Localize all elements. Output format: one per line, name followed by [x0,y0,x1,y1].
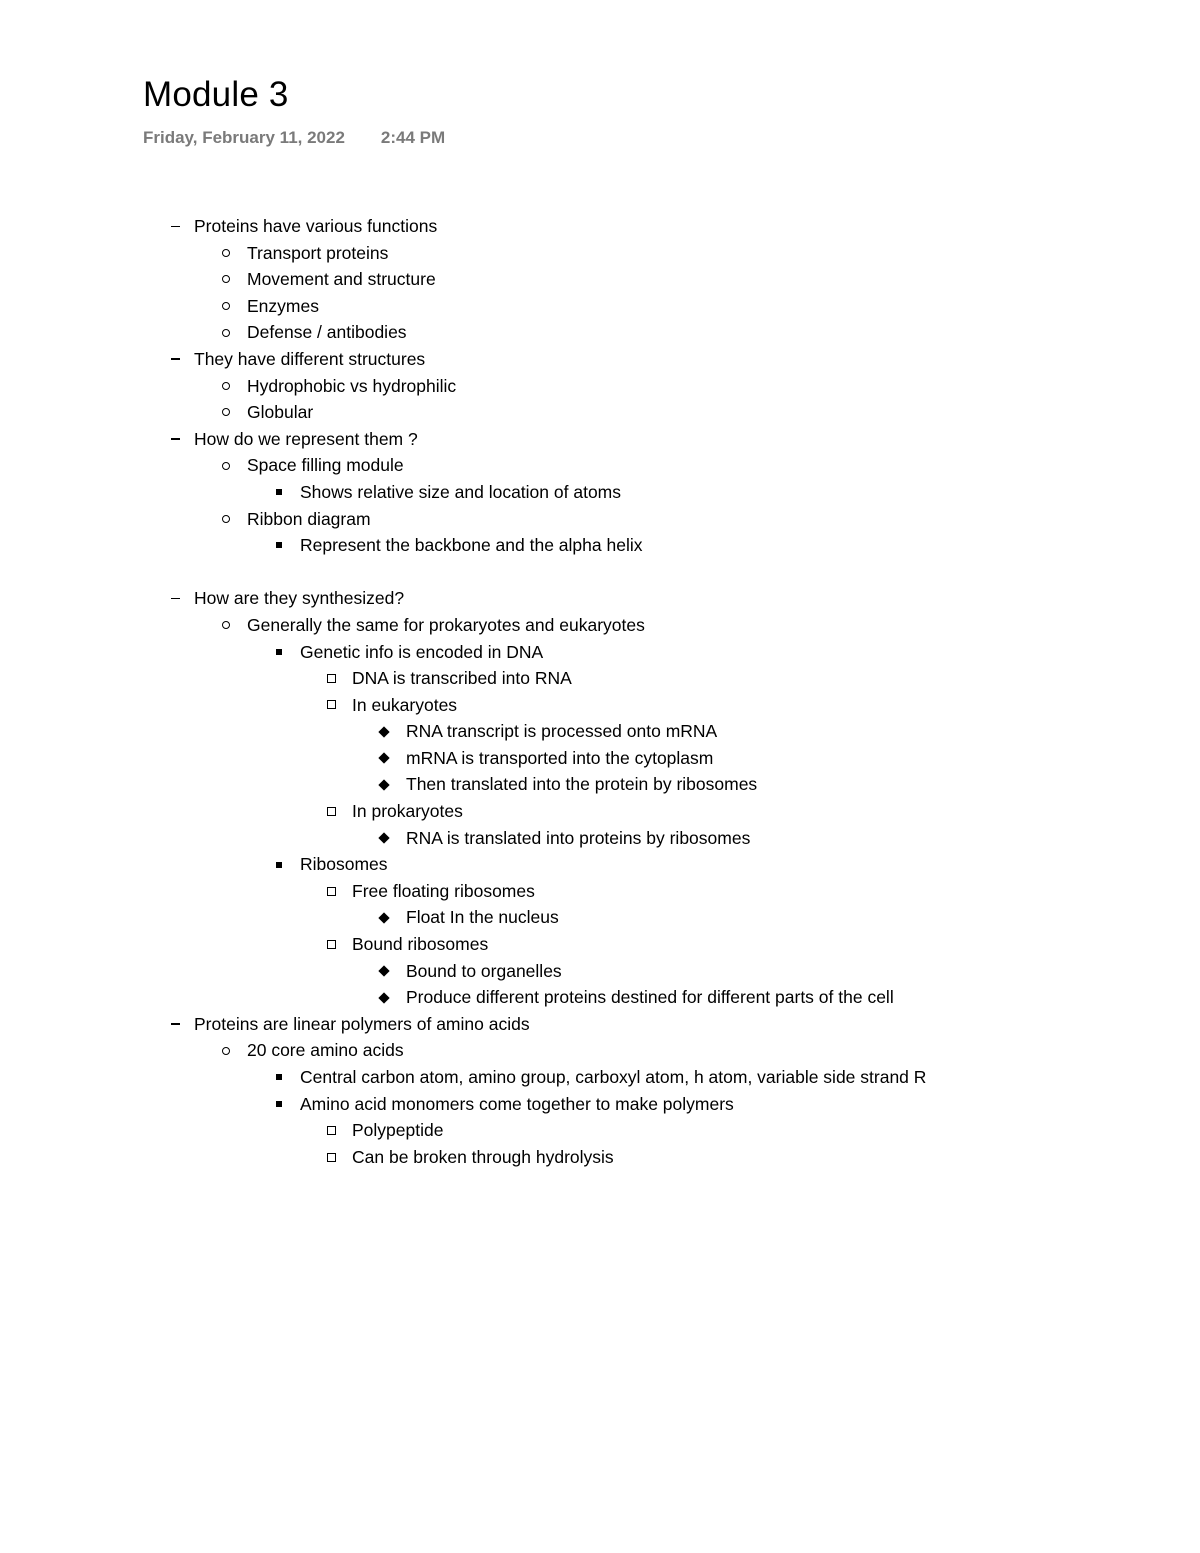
hollow-circle-bullet-icon [222,275,230,283]
outline-item-level-5 [0,771,1200,798]
outline-item-text: Space filling module [247,455,404,476]
outline-item-level-5 [0,745,1200,772]
filled-diamond-bullet-icon [378,832,389,843]
bullet-icon [377,904,391,931]
hollow-square-bullet-icon [327,940,336,949]
bullet-icon [377,958,391,985]
outline-item-text: Proteins have various functions [194,216,438,236]
bullet-icon [324,1144,338,1171]
bullet-icon [219,319,233,346]
bullet-icon [377,984,391,1011]
outline-item-text: Hydrophobic vs hydrophilic [247,375,457,396]
bullet-icon [168,346,182,373]
outline-item-level-2 [0,506,1200,533]
outline-item-text: Shows relative size and location of atoms [300,481,621,502]
outline-item-level-2 [0,293,1200,320]
outline-item-text: Free floating ribosomes [352,880,535,901]
outline-item-text: Bound to organelles [406,960,562,981]
outline-item-level-2 [0,452,1200,479]
outline-item-text: Polypeptide [352,1120,444,1141]
bullet-icon [219,399,233,426]
bullet-icon [168,1011,182,1038]
filled-diamond-bullet-icon [378,965,389,976]
bullet-icon [272,532,286,559]
outline-item-text: Ribosomes [300,854,388,875]
filled-square-bullet-icon [276,489,282,495]
outline-item-level-4 [0,1117,1200,1144]
outline-item-level-3 [0,532,1200,559]
outline-item-text: They have different structures [194,348,426,369]
outline-item-level-4 [0,878,1200,905]
bullet-icon [377,771,391,798]
bullet-icon [324,878,338,905]
bullet-icon [219,240,233,267]
outline-item-level-5 [0,718,1200,745]
outline-item-text: Proteins are linear polymers of amino acids [194,1013,530,1034]
outline-item-text: Bound ribosomes [352,934,489,955]
page-date: Friday, February 11, 2022 [143,128,345,147]
outline-item-text: Amino acid monomers come together to make polymers [300,1093,734,1114]
outline-item-level-1 [0,1011,1200,1038]
bullet-icon [377,718,391,745]
outline-item-level-3 [0,1064,1200,1091]
filled-diamond-bullet-icon [378,753,389,764]
page-title: Module 3 [143,75,289,114]
hollow-circle-bullet-icon [222,302,230,310]
bullet-icon [219,266,233,293]
bullet-icon [219,612,233,639]
outline-item-text: DNA is transcribed into RNA [352,668,572,689]
outline-item-text: Float In the nucleus [406,907,559,928]
outline-item-text: Then translated into the protein by ribosomes [406,774,758,795]
outline-item-level-5 [0,904,1200,931]
hollow-circle-bullet-icon [222,515,230,523]
outline-item-text: Transport proteins [247,242,389,263]
hollow-square-bullet-icon [327,807,336,816]
outline-item-text: 20 core amino acids [247,1040,404,1061]
hollow-square-bullet-icon [327,700,336,709]
dash-bullet-icon [171,598,180,600]
outline-item-level-1 [0,426,1200,453]
filled-diamond-bullet-icon [378,726,389,737]
hollow-circle-bullet-icon [222,382,230,390]
hollow-circle-bullet-icon [222,621,230,629]
bullet-icon [168,213,182,240]
outline-item-text: How do we represent them ? [194,428,418,449]
outline-item-level-1 [0,213,1200,240]
blank-line [0,559,1200,586]
outline-item-level-5 [0,825,1200,852]
outline-item-level-2 [0,1037,1200,1064]
bullet-icon [324,931,338,958]
outline-item-text: Generally the same for prokaryotes and eukaryotes [247,614,645,635]
outline-item-level-2 [0,373,1200,400]
bullet-icon [168,585,182,612]
outline-item-level-1 [0,585,1200,612]
outline-item-level-3 [0,639,1200,666]
outline-item-text: mRNA is transported into the cytoplasm [406,747,714,768]
dash-bullet-icon [171,1023,180,1025]
bullet-icon [219,452,233,479]
dash-bullet-icon [171,358,180,360]
outline-item-text: In prokaryotes [352,801,463,822]
outline-item-text: In eukaryotes [352,694,458,715]
hollow-circle-bullet-icon [222,249,230,257]
outline-item-level-1 [0,346,1200,373]
bullet-icon [272,851,286,878]
outline-item-text: Produce different proteins destined for different parts of the cell [406,987,894,1008]
hollow-square-bullet-icon [327,674,336,683]
outline-item-level-2 [0,266,1200,293]
outline-item-level-4 [0,692,1200,719]
outline-item-level-2 [0,612,1200,639]
outline-item-level-4 [0,798,1200,825]
outline-item-text: Can be broken through hydrolysis [352,1146,614,1167]
notes-outline [0,213,1200,1170]
outline-item-level-2 [0,319,1200,346]
outline-item-level-5 [0,984,1200,1011]
outline-item-level-2 [0,399,1200,426]
filled-diamond-bullet-icon [378,992,389,1003]
outline-item-text: Enzymes [247,295,319,316]
filled-diamond-bullet-icon [378,779,389,790]
bullet-icon [272,479,286,506]
hollow-square-bullet-icon [327,887,336,896]
page-timestamp [143,126,445,150]
outline-item-text: Defense / antibodies [247,322,407,343]
filled-square-bullet-icon [276,1074,282,1080]
outline-item-text: Represent the backbone and the alpha helix [300,535,643,556]
outline-item-text: Genetic info is encoded in DNA [300,641,544,662]
bullet-icon [272,1064,286,1091]
bullet-icon [324,798,338,825]
outline-item-level-5 [0,958,1200,985]
filled-square-bullet-icon [276,542,282,548]
bullet-icon [272,639,286,666]
outline-item-text: RNA is translated into proteins by ribosomes [406,827,751,848]
hollow-square-bullet-icon [327,1153,336,1162]
outline-item-text: RNA transcript is processed onto mRNA [406,721,718,742]
hollow-circle-bullet-icon [222,462,230,470]
filled-diamond-bullet-icon [378,912,389,923]
outline-item-text: Central carbon atom, amino group, carboxyl atom, h atom, variable side strand R [300,1067,927,1087]
filled-square-bullet-icon [276,649,282,655]
dash-bullet-icon [171,226,180,228]
bullet-icon [219,1037,233,1064]
bullet-icon [377,825,391,852]
hollow-circle-bullet-icon [222,1047,230,1055]
bullet-icon [168,426,182,453]
bullet-icon [324,692,338,719]
outline-item-level-4 [0,665,1200,692]
outline-item-level-4 [0,931,1200,958]
bullet-icon [219,506,233,533]
hollow-square-bullet-icon [327,1126,336,1135]
outline-item-level-2 [0,240,1200,267]
bullet-icon [219,373,233,400]
outline-item-text: Movement and structure [247,269,436,290]
page-time: 2:44 PM [380,128,446,147]
bullet-icon [219,293,233,320]
outline-item-level-3 [0,479,1200,506]
outline-item-level-3 [0,1091,1200,1118]
bullet-icon [377,745,391,772]
outline-item-text: Globular [247,402,314,423]
bullet-icon [324,665,338,692]
filled-square-bullet-icon [276,1101,282,1107]
bullet-icon [272,1091,286,1118]
outline-item-level-4 [0,1144,1200,1171]
outline-item-text: Ribbon diagram [247,508,371,529]
outline-item-text: How are they synthesized? [194,588,405,609]
hollow-circle-bullet-icon [222,329,230,337]
outline-item-level-3 [0,851,1200,878]
filled-square-bullet-icon [276,862,282,868]
bullet-icon [324,1117,338,1144]
hollow-circle-bullet-icon [222,408,230,416]
dash-bullet-icon [171,438,180,440]
